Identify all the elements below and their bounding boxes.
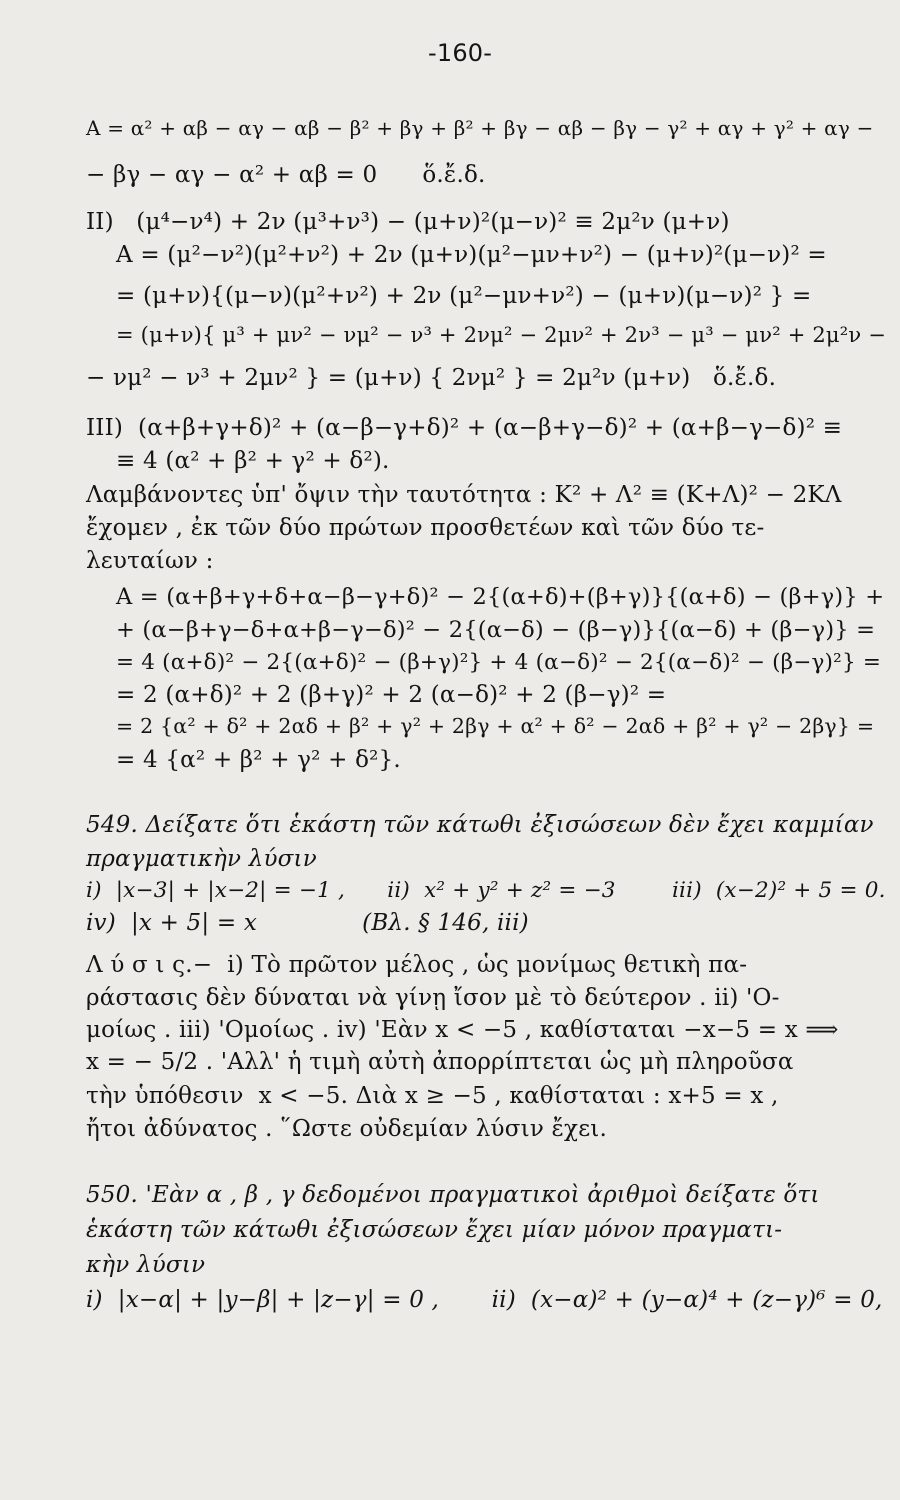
problem-statement-line: 549. Δείξατε ὅτι ἑκάστη τῶν κάτωθι ἐξισώσεων δὲν ἔχει καμμίαν	[86, 812, 874, 838]
proof-line: = 4 (α+δ)² − 2{(α+δ)² − (β+γ)²} + 4 (α−δ)² − 2{(α−δ)² − (β−γ)²} =	[116, 650, 882, 675]
proof-line: λευταίων :	[86, 548, 214, 574]
problem-statement-line: iv) |x + 5| = x (Βλ. § 146, iii)	[86, 910, 529, 936]
proof-line: II) (μ⁴−ν⁴) + 2ν (μ³+ν³) − (μ+ν)²(μ−ν)² ≡ 2μ²ν (μ+ν)	[86, 209, 730, 235]
proof-line: = 4 {α² + β² + γ² + δ²}.	[116, 747, 401, 773]
problem-statement-line: 550. 'Εὰν α , β , γ δεδομένοι πραγματικοὶ ἀριθμοὶ δείξατε ὅτι	[86, 1182, 820, 1208]
proof-line: ἔχομεν , ἐκ τῶν δύο πρώτων προσθετέων καὶ τῶν δύο τε-	[86, 515, 765, 541]
solution-line: Λ ύ σ ι ς.− i) Τὸ πρῶτον μέλος , ὡς μονίμως θετικὴ πα-	[86, 952, 748, 978]
solution-line: ράστασις δὲν δύναται νὰ γίνῃ ἴσον μὲ τὸ δεύτερον . ii) 'Ο-	[86, 985, 780, 1011]
problem-statement-line: ἑκάστη τῶν κάτωθι ἐξισώσεων ἔχει μίαν μόνον πραγματι-	[86, 1217, 783, 1243]
proof-line: − νμ² − ν³ + 2μν² } = (μ+ν) { 2νμ² } = 2μ²ν (μ+ν) ὅ.ἔ.δ.	[86, 365, 777, 391]
proof-line: ≡ 4 (α² + β² + γ² + δ²).	[116, 448, 390, 474]
problem-statement-line: i) |x−3| + |x−2| = −1 , ii) x² + y² + z² = −3 iii) (x−2)² + 5 = 0.	[86, 878, 886, 903]
proof-line: III) (α+β+γ+δ)² + (α−β−γ+δ)² + (α−β+γ−δ)² + (α+β−γ−δ)² ≡	[86, 415, 843, 441]
solution-line: τὴν ὑπόθεσιν x < −5. Διὰ x ≥ −5 , καθίσταται : x+5 = x ,	[86, 1083, 779, 1109]
proof-line: A = α² + αβ − αγ − αβ − β² + βγ + β² + βγ − αβ − βγ − γ² + αγ + γ² + αγ −	[86, 116, 874, 140]
proof-line: + (α−β+γ−δ+α+β−γ−δ)² − 2{(α−δ) − (β−γ)}{(α−δ) + (β−γ)} =	[116, 617, 876, 643]
proof-line: = (μ+ν){ μ³ + μν² − νμ² − ν³ + 2νμ² − 2μν² + 2ν³ − μ³ − μν² + 2μ²ν −	[116, 323, 887, 347]
proof-line: = 2 (α+δ)² + 2 (β+γ)² + 2 (α−δ)² + 2 (β−γ)² =	[116, 682, 667, 708]
proof-line: A = (μ²−ν²)(μ²+ν²) + 2ν (μ+ν)(μ²−μν+ν²) − (μ+ν)²(μ−ν)² =	[116, 242, 827, 268]
solution-line: ἤτοι ἀδύνατος . ῞Ωστε οὐδεμίαν λύσιν ἔχει.	[86, 1116, 608, 1142]
problem-statement-line: i) |x−α| + |y−β| + |z−γ| = 0 , ii) (x−α)² + (y−α)⁴ + (z−γ)⁶ = 0,	[86, 1287, 883, 1313]
proof-line: Λαμβάνοντες ὑπ' ὄψιν τὴν ταυτότητα : Κ² + Λ² ≡ (Κ+Λ)² − 2ΚΛ	[86, 482, 842, 508]
problem-statement-line: πραγματικὴν λύσιν	[86, 846, 317, 872]
solution-line: x = − 5/2 . 'Αλλ' ἡ τιμὴ αὐτὴ ἀπορρίπτεται ὡς μὴ πληροῦσα	[86, 1049, 794, 1075]
proof-line: A = (α+β+γ+δ+α−β−γ+δ)² − 2{(α+δ)+(β+γ)}{(α+δ) − (β+γ)} +	[116, 584, 885, 610]
proof-line: = 2 {α² + δ² + 2αδ + β² + γ² + 2βγ + α² + δ² − 2αδ + β² + γ² − 2βγ} =	[116, 714, 875, 738]
page-number: -160-	[428, 39, 493, 67]
problem-statement-line: κὴν λύσιν	[86, 1252, 206, 1278]
solution-line: μοίως . iii) 'Ομοίως . iv) 'Εὰν x < −5 , καθίσταται −x−5 = x ⟹	[86, 1017, 839, 1043]
proof-line: = (μ+ν){(μ−ν)(μ²+ν²) + 2ν (μ²−μν+ν²) − (μ+ν)(μ−ν)² } =	[116, 283, 812, 309]
proof-line: − βγ − αγ − α² + αβ = 0 ὅ.ἔ.δ.	[86, 162, 486, 188]
